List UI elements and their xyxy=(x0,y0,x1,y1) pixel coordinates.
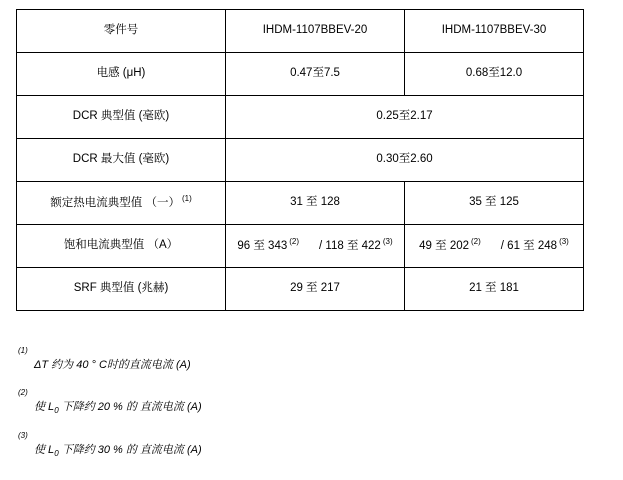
footnote-2-marker: (2) xyxy=(18,388,28,397)
footnote-3-marker: (3) xyxy=(18,431,28,441)
footnote-list xyxy=(14,346,604,474)
table-row xyxy=(17,268,584,311)
table-row xyxy=(17,182,584,225)
row-label-dcr-max: DCR 最大值 (毫欧) xyxy=(17,139,226,182)
row-label-part-number: 零件号 xyxy=(17,10,226,53)
cell-inductance-20: 0.47至7.5 xyxy=(226,53,405,96)
footnote-2-subscript: 0 xyxy=(54,406,59,416)
row-label-thermal-current xyxy=(17,182,226,225)
table-row xyxy=(17,139,584,182)
cell-dcr-typ: 0.25至2.17 xyxy=(226,96,584,139)
footnote-3-text-post: 下降约 30 % 的 直流电流 (A) xyxy=(58,444,202,457)
row-label-srf: SRF 典型值 (兆赫) xyxy=(17,268,226,311)
cell-srf-30: 21 至 181 xyxy=(405,268,584,311)
footnote-2-text-pre: 使 L xyxy=(34,401,55,413)
footnote-1 xyxy=(14,346,604,372)
sat-first-20: 96 至 343 xyxy=(237,240,288,253)
table-row xyxy=(17,225,584,268)
sat-mid-20: / 118 至 422 xyxy=(319,240,381,253)
footnote-2-text xyxy=(34,398,604,415)
specification-table xyxy=(16,9,584,311)
cell-saturation-current-30 xyxy=(405,225,584,268)
footnote-ref-3: (3) xyxy=(559,237,569,247)
cell-dcr-max: 0.30至2.60 xyxy=(226,139,584,182)
footnote-3-text-pre: 使 L xyxy=(34,444,55,457)
footnote-1-marker: (1) xyxy=(18,346,28,355)
footnote-3 xyxy=(14,431,604,458)
sat-first-30: 49 至 202 xyxy=(419,240,470,253)
footnote-2 xyxy=(14,388,604,415)
cell-saturation-current-20 xyxy=(226,225,405,268)
footnote-1-text xyxy=(34,356,604,372)
footnote-ref-1: (1) xyxy=(181,194,192,204)
cell-thermal-current-20: 31 至 128 xyxy=(226,182,405,225)
cell-part-number-30: IHDM-1107BBEV-30 xyxy=(405,10,584,53)
row-label-inductance: 电感 (μH) xyxy=(17,53,226,96)
cell-part-number-20: IHDM-1107BBEV-20 xyxy=(226,10,405,53)
footnote-ref-2: (2) xyxy=(471,237,481,247)
footnote-ref-2: (2) xyxy=(289,237,300,247)
footnote-3-text xyxy=(34,441,604,458)
cell-thermal-current-30: 35 至 125 xyxy=(405,182,584,225)
table-row xyxy=(17,53,584,96)
footnote-3-subscript: 0 xyxy=(54,449,59,459)
row-label-thermal-current-text: 额定热电流典型值 （一） xyxy=(50,197,180,210)
table-row xyxy=(17,10,584,53)
footnote-1-text-pre: ΔT 约为 40 ° C时的直流电流 (A) xyxy=(34,359,191,371)
footnote-ref-3: (3) xyxy=(382,237,393,247)
row-label-saturation-current: 饱和电流典型值 （A） xyxy=(17,225,226,268)
table-row xyxy=(17,96,584,139)
sat-mid-30: / 61 至 248 xyxy=(500,240,558,253)
cell-inductance-30: 0.68至12.0 xyxy=(405,53,584,96)
row-label-dcr-typ: DCR 典型值 (毫欧) xyxy=(17,96,226,139)
cell-srf-20: 29 至 217 xyxy=(226,268,405,311)
footnote-2-text-post: 下降约 20 % 的 直流电流 (A) xyxy=(58,401,202,413)
